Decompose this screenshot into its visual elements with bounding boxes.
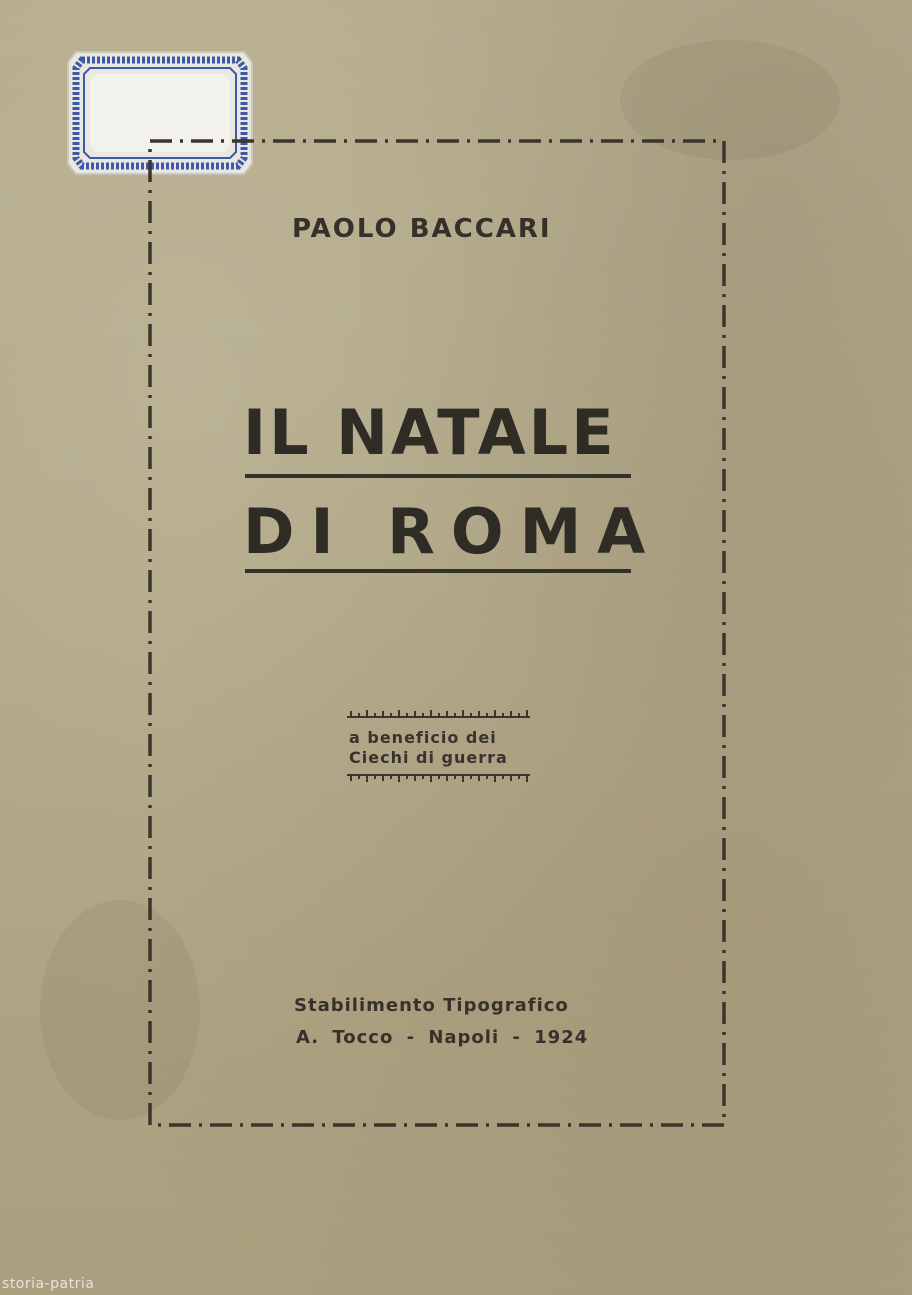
title-line-1: IL NATALE [243, 396, 617, 469]
author-name: PAOLO BACCARI [292, 214, 552, 244]
ornament-top [347, 708, 530, 720]
dash-dot-border [147, 138, 727, 1128]
publisher-line-2: A. Tocco - Napoli - 1924 [296, 1027, 589, 1048]
title-rule-1 [245, 474, 631, 478]
title-rule-2 [245, 569, 631, 573]
title-line-2: DI ROMA [243, 495, 662, 568]
dedication-line-1: a beneficio dei [349, 728, 497, 747]
watermark-text: storia-patria [2, 1276, 95, 1292]
dedication-line-2: Ciechi di guerra [349, 748, 508, 767]
publisher-line-1: Stabilimento Tipografico [294, 995, 569, 1016]
ornament-bottom [347, 772, 530, 784]
